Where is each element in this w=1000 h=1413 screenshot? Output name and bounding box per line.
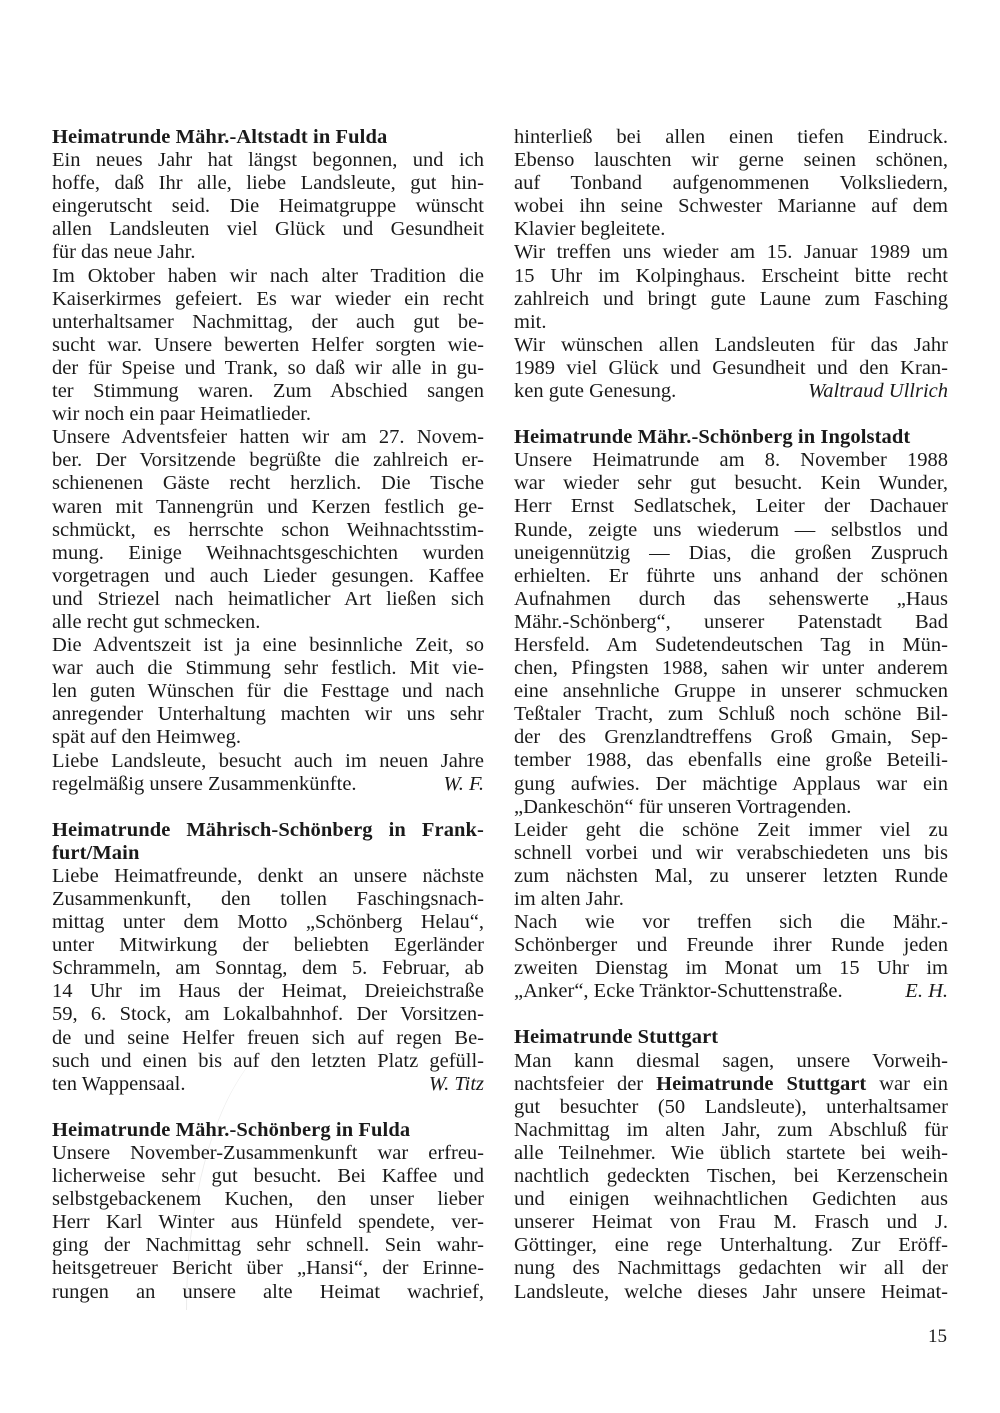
text-line: 59, 6. Stock, am Lokalbahnhof. Der Vorsitzen- bbox=[52, 1003, 484, 1026]
text-line: war auch die Stimmung sehr festlich. Mit vie- bbox=[52, 657, 484, 680]
text-line: „Dankeschön“ für unseren Vortragenden. bbox=[514, 795, 852, 818]
text-line: Teßtaler Tracht, zum Schluß noch schöne Bil- bbox=[514, 703, 948, 726]
article-stuttgart bbox=[514, 1026, 948, 1303]
text-line: selbstgebackenem Kuchen, den unser lieber bbox=[52, 1188, 484, 1211]
author-signature: Waltraud Ullrich bbox=[808, 380, 948, 403]
text-line: gut besuchter (50 Landsleute), unterhaltsamer bbox=[514, 1095, 948, 1118]
bold-group-name: Heimatrunde Stuttgart bbox=[656, 1072, 867, 1095]
article-heading: Heimatrunde Mähr.-Altstadt in Fulda bbox=[52, 126, 388, 148]
text-line: sucht war. Unsere bewerten Helfer sorgten wie- bbox=[52, 333, 484, 356]
text-line: eine ansehnliche Gruppe in unserer schmucken bbox=[514, 680, 948, 703]
text-line: unter Mitwirkung der beliebten Egerländer bbox=[52, 934, 484, 957]
text-line: licherweise sehr gut besucht. Bei Kaffee und bbox=[52, 1165, 484, 1188]
text-line: nung des Nachmittags gedachten wir all der bbox=[514, 1257, 948, 1280]
text-line: nachtlich gedeckten Tischen, bei Kerzenschein bbox=[514, 1165, 948, 1188]
text-line: Wir treffen uns wieder am 15. Januar 1989 um bbox=[514, 241, 948, 264]
heading-line: Heimatrunde Mährisch-Schönberg in Frank- bbox=[52, 818, 484, 841]
text-line: vorgetragen und auch Lieder gesungen. Kaffee bbox=[52, 564, 484, 587]
article-body bbox=[52, 149, 484, 796]
text-line: spät auf den Heimweg. bbox=[52, 726, 241, 749]
text-line: Unsere November-Zusammenkunft war erfreu- bbox=[52, 1141, 484, 1164]
text-line: waren mit Tannengrün und Kerzen festlich ge- bbox=[52, 495, 484, 518]
text-line: Ebenso lauschten wir gerne seinen schönen, bbox=[514, 149, 948, 172]
text-line: Klavier begleitete. bbox=[514, 218, 666, 241]
text-line: anregender Unterhaltung machten wir uns sehr bbox=[52, 703, 484, 726]
text-line: alle Teilnehmer. Wie üblich startete bei weih- bbox=[514, 1141, 948, 1164]
article-body bbox=[514, 449, 948, 1003]
text-line: Unsere Adventsfeier hatten wir am 27. Novem- bbox=[52, 426, 484, 449]
author-signature: W. F. bbox=[443, 772, 484, 795]
text-line: wir noch ein paar Heimatlieder. bbox=[52, 403, 311, 426]
text-line: ten Wappensaal. bbox=[52, 1072, 186, 1095]
text-line: hinterließ bei allen einen tiefen Eindruck. bbox=[514, 126, 948, 148]
text-line: allen Landsleuten viel Glück und Gesundheit bbox=[52, 218, 484, 241]
text-line: der für Speise und Trank, so daß wir alle in gu- bbox=[52, 356, 484, 379]
text-line: und einigen weihnachtlichen Gedichten aus bbox=[514, 1188, 948, 1211]
text-line: Göttinger, eine rege Unterhaltung. Zur Eröff- bbox=[514, 1234, 948, 1257]
article-heading: Heimatrunde Mähr.-Schönberg in Ingolstadt bbox=[514, 426, 911, 449]
text-line: unserer Heimat von Frau M. Frasch und J. bbox=[514, 1211, 948, 1234]
article-schoenberg-fulda-continued bbox=[514, 126, 948, 403]
text-line: len guten Wünschen für die Festtage und nach bbox=[52, 680, 484, 703]
text-line: Nachmittag im alten Jahr, zum Abschluß für bbox=[514, 1118, 948, 1141]
article-ingolstadt bbox=[514, 426, 948, 1003]
text-line: Liebe Heimatfreunde, denkt an unsere nächste bbox=[52, 864, 484, 887]
text-line: und Striezel nach heimatlicher Art ließen sich bbox=[52, 587, 484, 610]
signature-line bbox=[514, 380, 948, 403]
article-body bbox=[52, 1142, 484, 1304]
text-line: Herr Ernst Sedlatschek, Leiter der Dachauer bbox=[514, 495, 948, 518]
heading-line: furt/Main bbox=[52, 841, 140, 864]
article-heading: Heimatrunde Stuttgart bbox=[514, 1026, 719, 1049]
text-line: heitsgetreuer Bericht über „Hansi“, der Erinne- bbox=[52, 1257, 484, 1280]
text-line: ber. Der Vorsitzende begrüßte die zahlreich er- bbox=[52, 449, 484, 472]
text-line bbox=[514, 1073, 948, 1096]
text-line: Man kann diesmal sagen, unsere Vorweih- bbox=[514, 1049, 948, 1072]
text-line: Leider geht die schöne Zeit immer viel zu bbox=[514, 818, 948, 841]
text-line: Aufnahmen durch das sehenswerte „Haus bbox=[514, 587, 948, 610]
text-line: Im Oktober haben wir nach alter Tradition die bbox=[52, 264, 484, 287]
text-line: Ein neues Jahr hat längst begonnen, und ich bbox=[52, 149, 484, 172]
text-line: Liebe Landsleute, besucht auch im neuen Jahre bbox=[52, 749, 484, 772]
text-line: für das neue Jahr. bbox=[52, 241, 196, 264]
text-line: schienenen Gäste recht herzlich. Die Tische bbox=[52, 472, 484, 495]
text-line: erhielten. Er führte uns anhand der schönen bbox=[514, 564, 948, 587]
right-column bbox=[514, 126, 948, 1304]
text-line: Zusammenkunft, den tollen Faschingsnach- bbox=[52, 888, 484, 910]
text-line: ken gute Genesung. bbox=[514, 380, 677, 403]
signature-line bbox=[52, 1073, 484, 1096]
text-line: chen, Pfingsten 1988, sahen wir unter anderem bbox=[514, 657, 948, 680]
text-line: ter Stimmung waren. Zum Abschied sangen bbox=[52, 380, 484, 403]
text-line: Hersfeld. Am Sudetendeutschen Tag in Mün- bbox=[514, 633, 948, 656]
text-line: Landsleute, welche dieses Jahr unsere Heimat- bbox=[514, 1280, 948, 1303]
text-line: schnell vorbei und wir verabschiedeten uns bis bbox=[514, 841, 948, 864]
text-line: Schrammeln, am Sonntag, dem 5. Februar, ab bbox=[52, 957, 484, 980]
author-signature: W. Titz bbox=[428, 1072, 484, 1095]
text-line: wobei ihn seine Schwester Marianne auf dem bbox=[514, 195, 948, 218]
signature-line bbox=[514, 980, 948, 1003]
text-line: zweiten Dienstag im Monat um 15 Uhr im bbox=[514, 957, 948, 980]
text-line: war wieder sehr gut besucht. Kein Wunder, bbox=[514, 472, 948, 495]
text-line: Nach wie vor treffen sich die Mähr.- bbox=[514, 911, 948, 934]
text-line: „Anker“, Ecke Tränktor-Schuttenstraße. bbox=[514, 980, 843, 1003]
text-line: unterhaltsamer Nachmittag, der auch gut be- bbox=[52, 310, 484, 333]
text-line: Runde, zeigte uns wiederum — selbstlos und bbox=[514, 518, 948, 541]
text-line: mung. Einige Weihnachtsgeschichten wurden bbox=[52, 541, 484, 564]
text-line: de und seine Helfer freuen sich auf regen Be- bbox=[52, 1026, 484, 1049]
text-line: zum nächsten Mal, zu unserer letzten Runde bbox=[514, 864, 948, 887]
text-line: schmückt, es herrschte schon Weihnachtsstim- bbox=[52, 518, 484, 541]
author-signature: E. H. bbox=[905, 980, 948, 1003]
left-column bbox=[52, 126, 484, 1304]
text-line: Kaiserkirmes gefeiert. Es war wieder ein recht bbox=[52, 287, 484, 310]
page-number: 15 bbox=[928, 1326, 947, 1347]
text-line: Unsere Heimatrunde am 8. November 1988 bbox=[514, 449, 948, 472]
text-line: Mähr.-Schönberg“, unserer Patenstadt Bad bbox=[514, 610, 948, 633]
text-line: Herr Karl Winter aus Hünfeld spendete, ver- bbox=[52, 1211, 484, 1234]
article-body bbox=[514, 1050, 948, 1304]
text-line: eingerutscht seid. Die Heimatgruppe wünscht bbox=[52, 195, 484, 218]
article-body bbox=[514, 126, 948, 403]
text-line: gung aufwies. Der mächtige Applaus war ein bbox=[514, 772, 948, 795]
text-line: mit. bbox=[514, 310, 547, 333]
text-line: tember 1988, das ebenfalls eine große Beteili- bbox=[514, 749, 948, 772]
text-line: 1989 viel Glück und Gesundheit und den Kran- bbox=[514, 356, 948, 379]
article-frankfurt-main bbox=[52, 819, 484, 1096]
text-line: ging der Nachmittag sehr schnell. Sein wahr- bbox=[52, 1234, 484, 1257]
text-line: 14 Uhr im Haus der Heimat, Dreieichstraße bbox=[52, 980, 484, 1003]
article-altstadt-fulda bbox=[52, 126, 484, 796]
article-body bbox=[52, 865, 484, 1096]
text-line: alle recht gut schmecken. bbox=[52, 610, 261, 633]
text-fragment: war ein bbox=[866, 1072, 948, 1095]
text-fragment: nachtsfeier der bbox=[514, 1072, 657, 1095]
text-line: Die Adventszeit ist ja eine besinnliche Zeit, so bbox=[52, 634, 484, 657]
text-line: 15 Uhr im Kolpinghaus. Erscheint bitte recht bbox=[514, 264, 948, 287]
text-line: regelmäßig unsere Zusammenkünfte. bbox=[52, 772, 357, 795]
text-line: rungen an unsere alte Heimat wachrief, bbox=[52, 1280, 484, 1303]
text-line: auf Tonband aufgenommenen Volksliedern, bbox=[514, 172, 948, 195]
text-line: Schönberger und Freunde ihrer Runde jeden bbox=[514, 934, 948, 957]
text-line: such und einen bis auf den letzten Platz gefüll- bbox=[52, 1049, 484, 1072]
text-line: zahlreich und bringt gute Laune zum Fasching bbox=[514, 287, 948, 310]
article-schoenberg-fulda bbox=[52, 1119, 484, 1304]
article-heading bbox=[52, 819, 484, 865]
text-line: im alten Jahr. bbox=[514, 888, 624, 910]
text-line: Wir wünschen allen Landsleuten für das Jahr bbox=[514, 333, 948, 356]
text-line: uneigennützig — Dias, die großen Zuspruch bbox=[514, 541, 948, 564]
signature-line bbox=[52, 773, 484, 796]
text-line: der des Grenzlandtreffens Groß Gmain, Sep- bbox=[514, 726, 948, 749]
text-line: hoffe, daß Ihr alle, liebe Landsleute, gut hin- bbox=[52, 172, 484, 195]
article-heading: Heimatrunde Mähr.-Schönberg in Fulda bbox=[52, 1118, 411, 1141]
text-line: mittag unter dem Motto „Schönberg Helau“, bbox=[52, 911, 484, 934]
